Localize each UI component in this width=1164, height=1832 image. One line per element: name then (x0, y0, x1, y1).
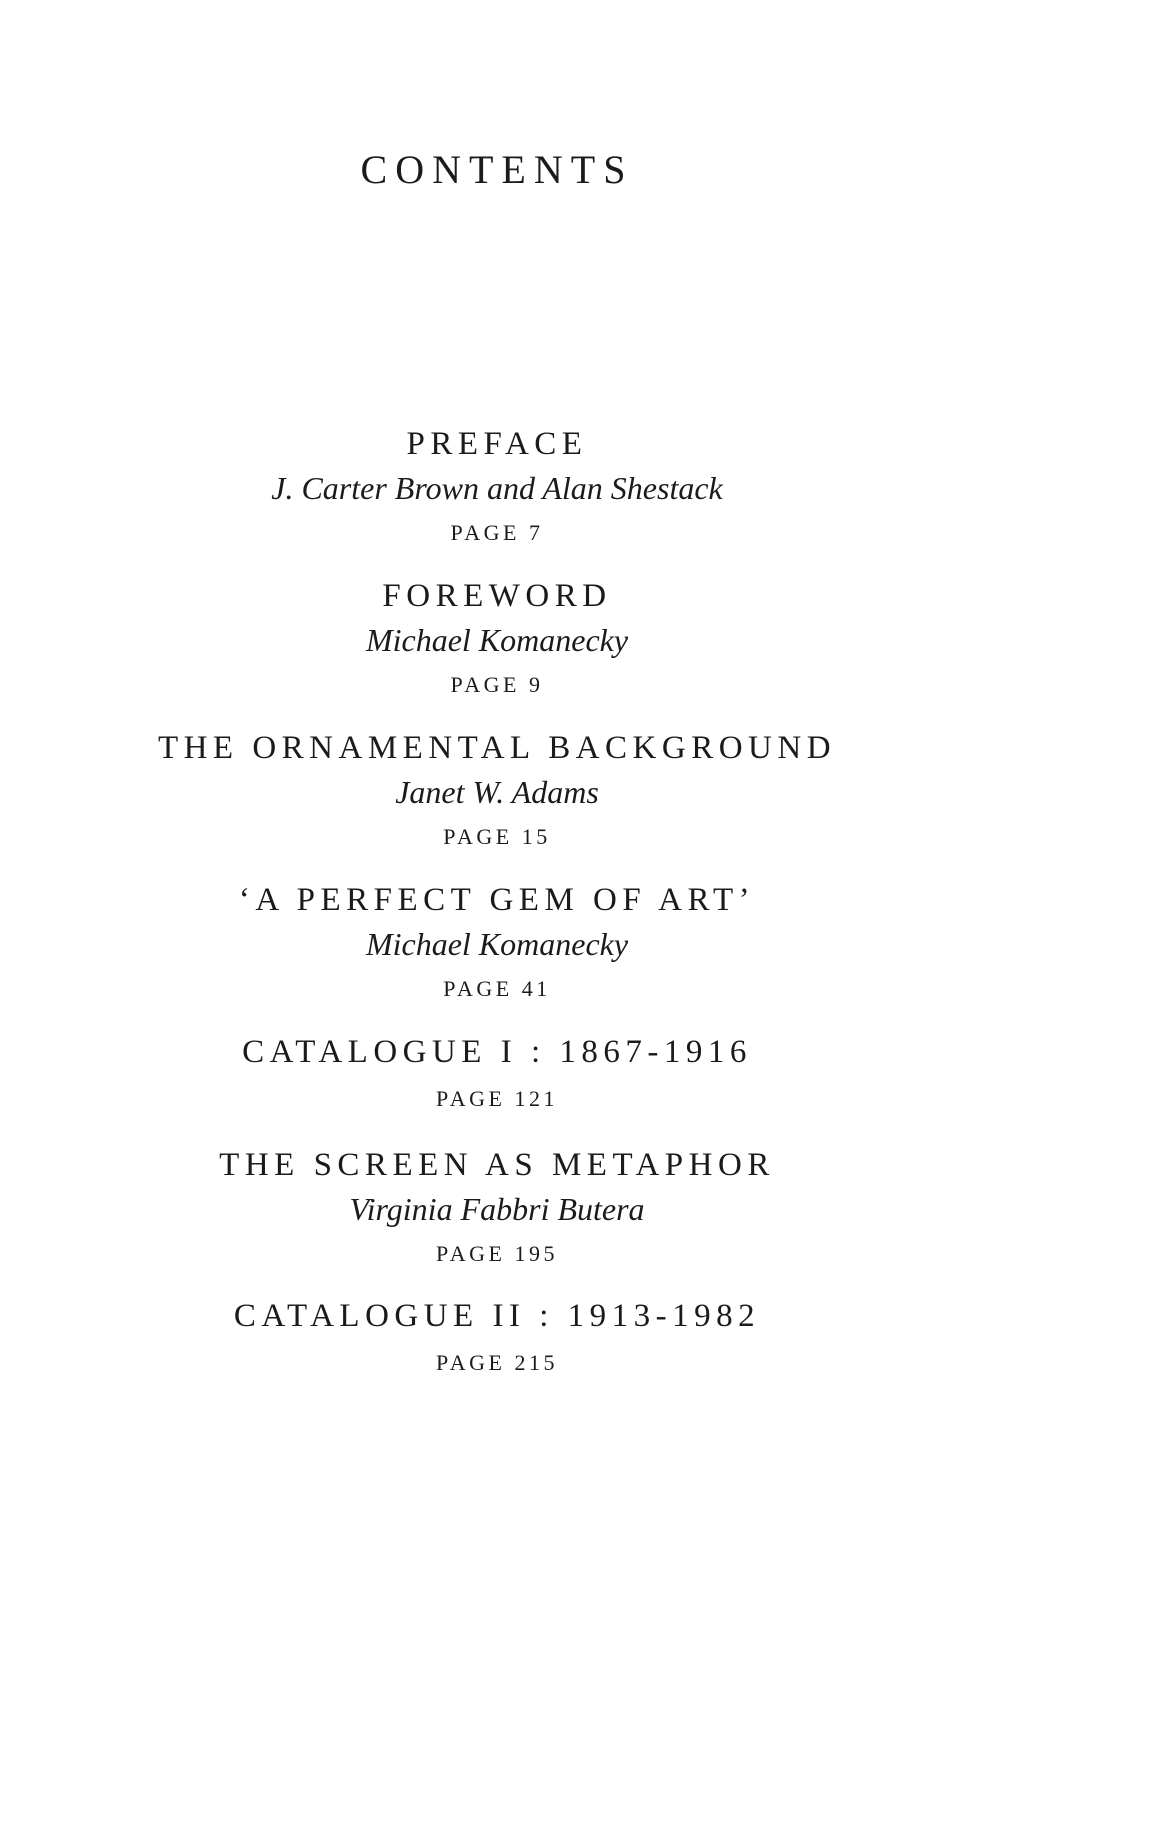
entry-title: PREFACE (406, 426, 588, 462)
toc-entry-screen-as-metaphor (0, 1145, 994, 1269)
entry-title: FOREWORD (382, 578, 612, 614)
entry-author: Janet W. Adams (395, 774, 599, 810)
entry-page-number: PAGE 215 (436, 1350, 558, 1375)
entry-title: THE SCREEN AS METAPHOR (219, 1147, 775, 1183)
toc-entry-foreword (0, 576, 994, 700)
entry-page-number: PAGE 195 (436, 1241, 558, 1266)
toc-entry-catalogue-2 (0, 1296, 994, 1378)
entry-title: CATALOGUE I : 1867-1916 (242, 1034, 752, 1070)
page-title: CONTENTS (360, 147, 634, 192)
entry-title: THE ORNAMENTAL BACKGROUND (157, 730, 837, 766)
entry-page-number: PAGE 121 (436, 1086, 558, 1111)
entry-page-number: PAGE 9 (450, 672, 544, 697)
toc-entry-catalogue-1 (0, 1032, 994, 1114)
toc-entry-preface (0, 424, 994, 548)
entry-title: ‘A PERFECT GEM OF ART’ (238, 882, 756, 918)
toc-entry-ornamental-background (0, 728, 994, 852)
entry-page-number: PAGE 7 (450, 520, 544, 545)
entry-author: Michael Komanecky (365, 622, 629, 658)
entry-title: CATALOGUE II : 1913-1982 (233, 1298, 761, 1334)
entry-page-number: PAGE 15 (443, 824, 551, 849)
entry-author: Michael Komanecky (365, 926, 629, 962)
entry-author: Virginia Fabbri Butera (349, 1191, 645, 1227)
toc-entry-perfect-gem-of-art (0, 880, 994, 1004)
entry-author: J. Carter Brown and Alan Shestack (271, 470, 723, 506)
entry-page-number: PAGE 41 (443, 976, 551, 1001)
